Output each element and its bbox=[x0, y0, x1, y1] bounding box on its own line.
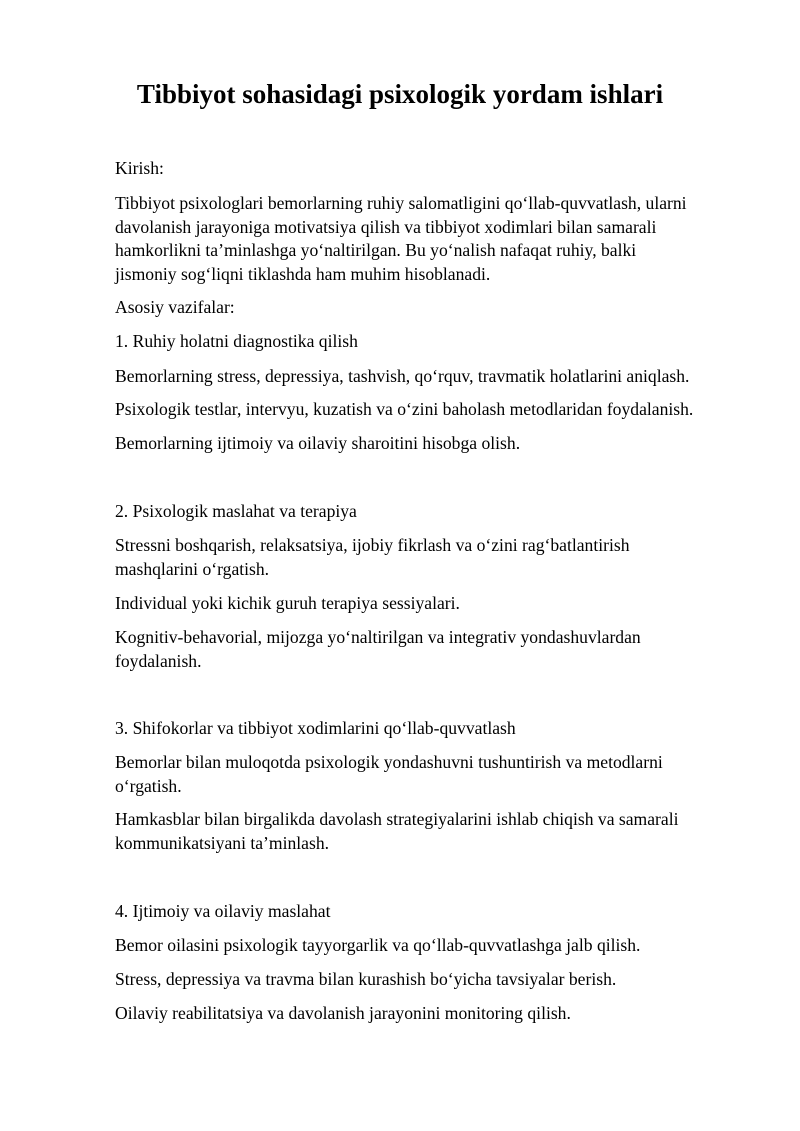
intro-line: hamkorlikni ta’minlashga yo‘naltirilgan. Bu yo‘nalish nafaqat ruhiy, balki bbox=[115, 240, 637, 260]
item-line: foydalanish. bbox=[115, 650, 202, 671]
item-line: Bemorlarning ijtimoiy va oilaviy sharoitini hisobga olish. bbox=[115, 433, 521, 453]
section-heading: 3. Shifokorlar va tibbiyot xodimlarini qo‘llab-quvvatlash bbox=[115, 718, 516, 738]
section-item bbox=[115, 751, 755, 798]
section-heading: 2. Psixologik maslahat va terapiya bbox=[115, 501, 357, 521]
intro-paragraph bbox=[115, 192, 755, 286]
item-line: mashqlarini o‘rgatish. bbox=[115, 558, 270, 579]
item-line: Psixologik testlar, intervyu, kuzatish va o‘zini baholash metodlaridan foydalanish. bbox=[115, 399, 694, 419]
section-item bbox=[115, 808, 755, 855]
section-item bbox=[115, 626, 755, 673]
item-line: Individual yoki kichik guruh terapiya sessiyalari. bbox=[115, 593, 460, 613]
intro-heading: Kirish: bbox=[115, 158, 164, 178]
section-heading: 1. Ruhiy holatni diagnostika qilish bbox=[115, 331, 358, 351]
section-item bbox=[115, 398, 755, 422]
item-line: Bemor oilasini psixologik tayyorgarlik va qo‘llab-quvvatlashga jalb qilish. bbox=[115, 935, 641, 955]
page-title: Tibbiyot sohasidagi psixologik yordam ishlari bbox=[136, 79, 664, 109]
section-item bbox=[115, 1002, 755, 1026]
item-line: Oilaviy reabilitatsiya va davolanish jarayonini monitoring qilish. bbox=[115, 1003, 571, 1023]
item-line: kommunikatsiyani ta’minlash. bbox=[115, 832, 330, 853]
item-line: Stressni boshqarish, relaksatsiya, ijobiy fikrlash va o‘zini rag‘batlantirish bbox=[115, 535, 630, 555]
section-item bbox=[115, 534, 755, 581]
tasks-heading: Asosiy vazifalar: bbox=[115, 297, 235, 317]
section-item bbox=[115, 968, 755, 992]
item-line: o‘rgatish. bbox=[115, 775, 182, 796]
section-item bbox=[115, 934, 755, 958]
section-item bbox=[115, 365, 755, 389]
intro-line: davolanish jarayoniga motivatsiya qilish va tibbiyot xodimlari bilan samarali bbox=[115, 216, 657, 237]
item-line: Bemorlar bilan muloqotda psixologik yondashuvni tushuntirish va metodlarni bbox=[115, 752, 663, 772]
section-item bbox=[115, 592, 755, 616]
item-line: Kognitiv-behavorial, mijozga yo‘naltirilgan va integrativ yondashuvlardan bbox=[115, 627, 641, 647]
item-line: Hamkasblar bilan birgalikda davolash strategiyalarini ishlab chiqish va samarali bbox=[115, 809, 679, 829]
section-heading: 4. Ijtimoiy va oilaviy maslahat bbox=[115, 901, 331, 921]
intro-line: Tibbiyot psixologlari bemorlarning ruhiy salomatligini qo‘llab-quvvatlash, ularni bbox=[115, 193, 687, 213]
item-line: Stress, depressiya va travma bilan kurashish bo‘yicha tavsiyalar berish. bbox=[115, 969, 617, 989]
intro-line: jismoniy sog‘liqni tiklashda ham muhim hisoblanadi. bbox=[115, 263, 491, 284]
section-item bbox=[115, 432, 755, 456]
item-line: Bemorlarning stress, depressiya, tashvish, qo‘rquv, travmatik holatlarini aniqlash. bbox=[115, 366, 690, 386]
